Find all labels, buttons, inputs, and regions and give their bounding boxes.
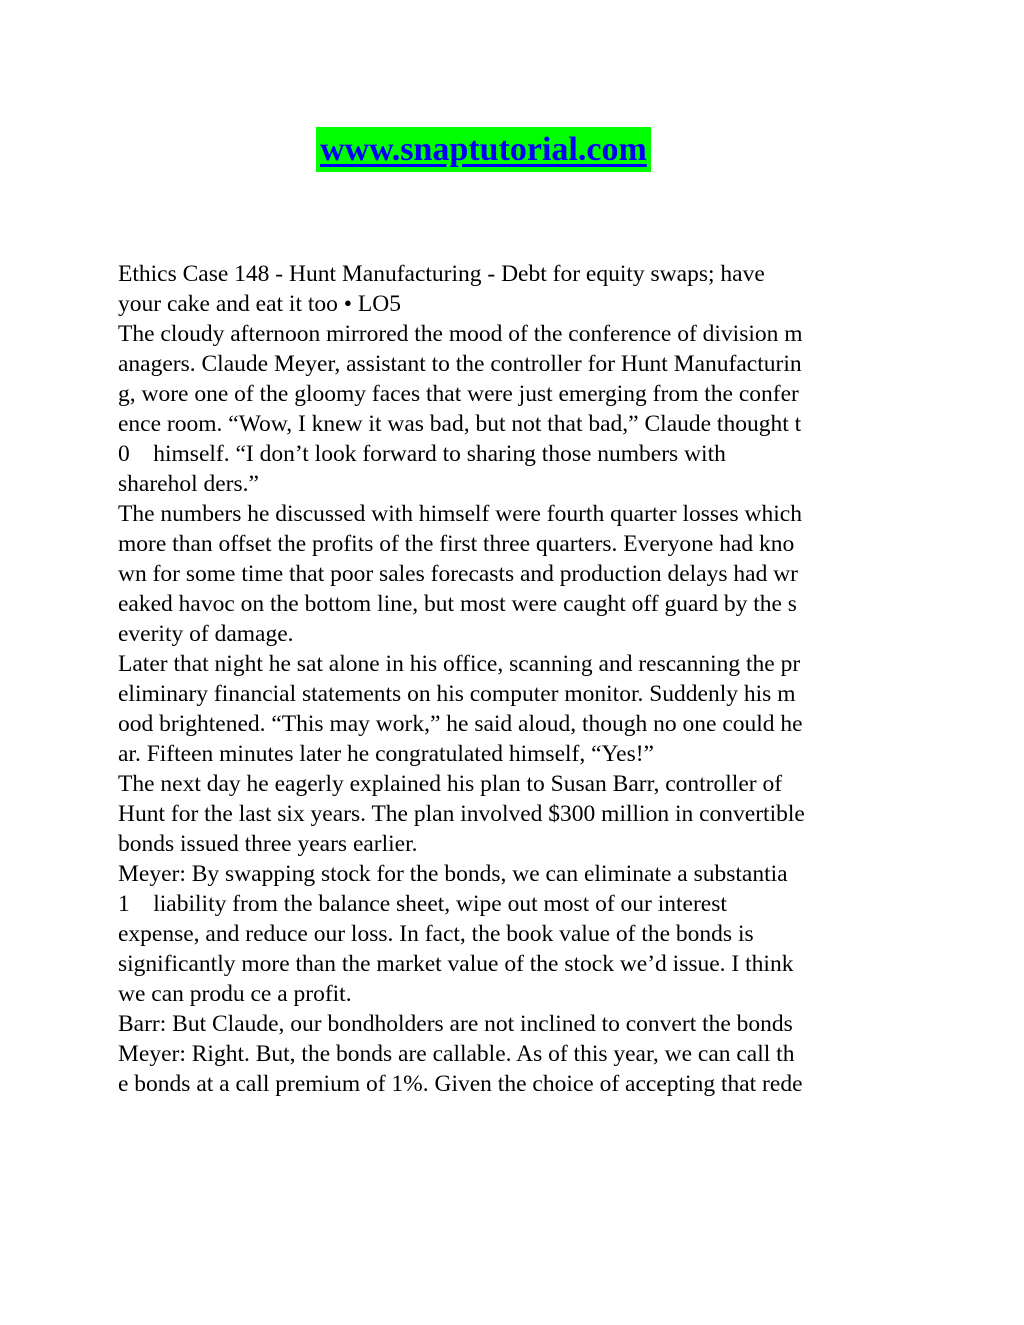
text-line: Hunt for the last six years. The plan involved $300 million in convertible	[118, 801, 805, 827]
text-line: Later that night he sat alone in his office, scanning and rescanning the pr	[118, 651, 801, 677]
text-line: significantly more than the market value of the stock we’d issue. I think	[118, 951, 794, 977]
text-line: anagers. Claude Meyer, assistant to the controller for Hunt Manufacturin	[118, 351, 802, 377]
text-line: bonds issued three years earlier.	[118, 831, 418, 857]
text-line: eliminary financial statements on his computer monitor. Suddenly his m	[118, 681, 796, 707]
text-line: everity of damage.	[118, 621, 294, 647]
text-line: expense, and reduce our loss. In fact, the book value of the bonds is	[118, 921, 754, 947]
text-line: more than offset the profits of the first three quarters. Everyone had kno	[118, 531, 795, 557]
text-line: Meyer: By swapping stock for the bonds, we can eliminate a substantia	[118, 861, 788, 887]
text-line: we can produ ce a profit.	[118, 981, 352, 1007]
text-line: your cake and eat it too • LO5	[118, 291, 401, 317]
text-line: The next day he eagerly explained his plan to Susan Barr, controller of	[118, 771, 783, 797]
text-line: eaked havoc on the bottom line, but most were caught off guard by the s	[118, 591, 797, 617]
text-line: ence room. “Wow, I knew it was bad, but not that bad,” Claude thought t	[118, 411, 802, 437]
text-line: The cloudy afternoon mirrored the mood of the conference of division m	[118, 321, 803, 347]
text-line: ood brightened. “This may work,” he said aloud, though no one could he	[118, 711, 803, 737]
text-line: Ethics Case 148 - Hunt Manufacturing - Debt for equity swaps; have	[118, 261, 765, 287]
text-line: 0 himself. “I don’t look forward to sharing those numbers with	[118, 441, 726, 467]
text-line: g, wore one of the gloomy faces that were just emerging from the confer	[118, 381, 799, 407]
text-line: 1 liability from the balance sheet, wipe out most of our interest	[118, 891, 727, 917]
document-body	[118, 259, 918, 1099]
text-line: Barr: But Claude, our bondholders are not inclined to convert the bonds	[118, 1011, 793, 1037]
text-line: e bonds at a call premium of 1%. Given the choice of accepting that rede	[118, 1071, 803, 1097]
text-line: sharehol ders.”	[118, 471, 259, 497]
text-line: The numbers he discussed with himself were fourth quarter losses which	[118, 501, 802, 527]
text-line: ar. Fifteen minutes later he congratulated himself, “Yes!”	[118, 741, 654, 767]
text-line: wn for some time that poor sales forecasts and production delays had wr	[118, 561, 799, 587]
site-link[interactable]: www.snaptutorial.com	[316, 127, 651, 172]
text-line: Meyer: Right. But, the bonds are callable. As of this year, we can call th	[118, 1041, 795, 1067]
